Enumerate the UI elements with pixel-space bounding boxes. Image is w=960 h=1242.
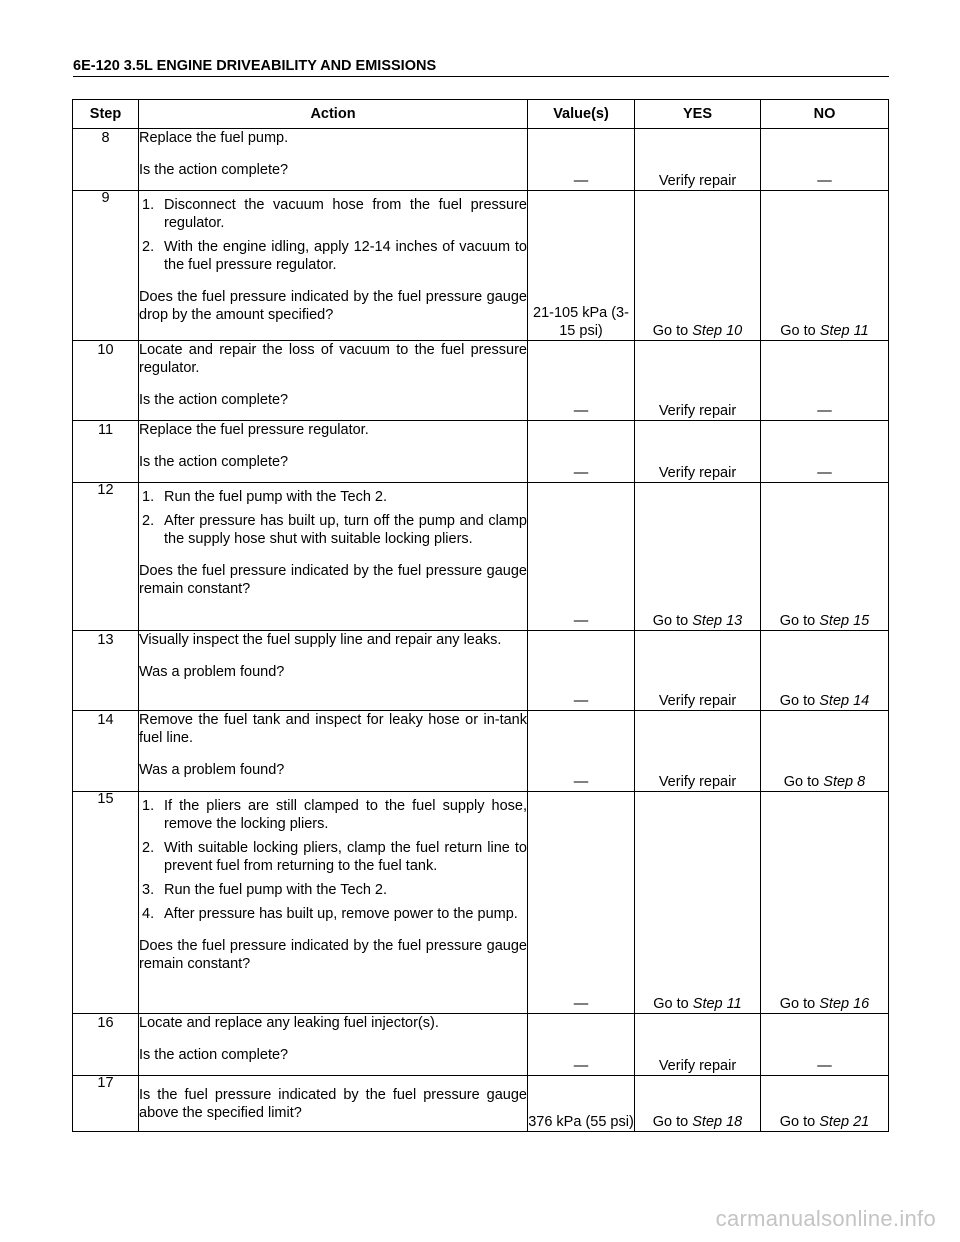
sub-step bbox=[142, 238, 527, 274]
watermark: carmanualsonline.info bbox=[715, 1206, 936, 1231]
column-header-values: Value(s) bbox=[528, 100, 635, 129]
sub-step-number: 1. bbox=[142, 197, 155, 213]
spec-value: — bbox=[573, 693, 589, 709]
go-to-label: Go to bbox=[779, 693, 816, 709]
step-number-cell bbox=[73, 792, 139, 1014]
step-number: 11 bbox=[97, 422, 114, 438]
step-number: 8 bbox=[101, 130, 110, 146]
no-result-cell bbox=[761, 341, 889, 421]
step-number-cell bbox=[73, 421, 139, 483]
action-question: Is the action complete? bbox=[139, 392, 289, 408]
step-reference-link[interactable]: Step 10 bbox=[692, 323, 743, 339]
value-cell bbox=[528, 792, 635, 1014]
go-to-label: Go to bbox=[652, 613, 689, 629]
go-to-label: Go to bbox=[652, 323, 689, 339]
yes-result-cell bbox=[635, 792, 761, 1014]
no-result-cell bbox=[761, 421, 889, 483]
go-to-label: Go to bbox=[779, 996, 816, 1012]
step-number-cell bbox=[73, 191, 139, 341]
sub-step bbox=[142, 488, 527, 506]
step-reference-link[interactable]: Step 15 bbox=[819, 613, 870, 629]
step-number: 17 bbox=[97, 1075, 114, 1091]
table-row bbox=[73, 129, 889, 191]
yes-result-cell bbox=[635, 483, 761, 631]
yes-result-cell bbox=[635, 711, 761, 792]
action-question: Does the fuel pressure indicated by the fuel pressure gauge remain constant? bbox=[139, 938, 527, 972]
sub-step-number: 1. bbox=[142, 798, 155, 814]
action-question: Does the fuel pressure indicated by the fuel pressure gauge drop by the amount specified? bbox=[139, 289, 527, 323]
sub-step bbox=[142, 797, 527, 833]
action-instruction: Replace the fuel pressure regulator. bbox=[139, 422, 369, 438]
column-header-action: Action bbox=[139, 100, 528, 129]
step-number: 13 bbox=[97, 632, 114, 648]
go-to-label: Go to bbox=[652, 1114, 689, 1130]
action-question: Does the fuel pressure indicated by the fuel pressure gauge remain constant? bbox=[139, 563, 527, 597]
spec-value: — bbox=[573, 173, 589, 189]
no-result-cell bbox=[761, 129, 889, 191]
column-header-step: Step bbox=[73, 100, 139, 129]
action-instruction: Locate and repair the loss of vacuum to the fuel pressure regulator. bbox=[139, 342, 527, 376]
diagnostic-procedure-table bbox=[72, 99, 889, 1132]
step-reference-link[interactable]: Step 11 bbox=[819, 323, 869, 339]
step-number-cell bbox=[73, 711, 139, 792]
result-text: Verify repair bbox=[658, 774, 737, 790]
sub-step-text: Disconnect the vacuum hose from the fuel pressure regulator. bbox=[164, 197, 527, 231]
spec-value: — bbox=[573, 774, 589, 790]
table-row bbox=[73, 1014, 889, 1076]
action-instruction: Visually inspect the fuel supply line and repair any leaks. bbox=[139, 632, 502, 648]
value-cell bbox=[528, 1014, 635, 1076]
action-cell bbox=[139, 1076, 528, 1132]
sub-step-text: Run the fuel pump with the Tech 2. bbox=[164, 489, 388, 505]
step-number: 12 bbox=[97, 482, 114, 498]
result-text: Verify repair bbox=[658, 693, 737, 709]
action-instruction: Replace the fuel pump. bbox=[139, 130, 289, 146]
action-instruction: Remove the fuel tank and inspect for leaky hose or in-tank fuel line. bbox=[139, 712, 527, 746]
step-number: 10 bbox=[97, 342, 114, 358]
sub-step-text: With suitable locking pliers, clamp the fuel return line to prevent fuel from returning to the fuel tank. bbox=[164, 840, 527, 874]
spec-value: 21-105 kPa (3-15 psi) bbox=[533, 305, 629, 339]
action-cell bbox=[139, 129, 528, 191]
action-cell bbox=[139, 341, 528, 421]
step-number: 9 bbox=[101, 190, 110, 206]
sub-step-number: 2. bbox=[142, 840, 155, 856]
spec-value: — bbox=[573, 613, 589, 629]
result-text: Verify repair bbox=[658, 465, 737, 481]
go-to-label: Go to bbox=[780, 323, 816, 339]
sub-step bbox=[142, 839, 527, 875]
step-number: 16 bbox=[97, 1015, 114, 1031]
result-text: — bbox=[817, 1058, 832, 1074]
table-row bbox=[73, 483, 889, 631]
step-reference-link[interactable]: Step 14 bbox=[819, 693, 870, 709]
step-reference-link[interactable]: Step 8 bbox=[823, 774, 866, 790]
action-question: Is the action complete? bbox=[139, 162, 289, 178]
step-number: 15 bbox=[97, 791, 114, 807]
table-row bbox=[73, 792, 889, 1014]
value-cell bbox=[528, 421, 635, 483]
yes-result-cell bbox=[635, 129, 761, 191]
spec-value: — bbox=[573, 996, 589, 1012]
sub-step-list bbox=[139, 797, 527, 923]
result-text: Verify repair bbox=[658, 1058, 737, 1074]
go-to-label: Go to bbox=[779, 1114, 816, 1130]
step-reference-link[interactable]: Step 16 bbox=[819, 996, 870, 1012]
step-number-cell bbox=[73, 631, 139, 711]
value-cell bbox=[528, 711, 635, 792]
action-cell bbox=[139, 711, 528, 792]
spacer bbox=[139, 1076, 527, 1086]
result-text: — bbox=[817, 465, 832, 481]
sub-step bbox=[142, 881, 527, 899]
step-number-cell bbox=[73, 129, 139, 191]
table-row bbox=[73, 631, 889, 711]
result-text: Verify repair bbox=[658, 403, 737, 419]
sub-step-number: 2. bbox=[142, 239, 155, 255]
yes-result-cell bbox=[635, 631, 761, 711]
no-result-cell bbox=[761, 1076, 889, 1132]
sub-step-number: 4. bbox=[142, 906, 155, 922]
no-result-cell bbox=[761, 631, 889, 711]
action-cell bbox=[139, 421, 528, 483]
step-number-cell bbox=[73, 483, 139, 631]
action-cell bbox=[139, 1014, 528, 1076]
action-question: Is the fuel pressure indicated by the fuel pressure gauge above the specified limit? bbox=[139, 1087, 527, 1121]
action-cell bbox=[139, 792, 528, 1014]
step-number-cell bbox=[73, 341, 139, 421]
no-result-cell bbox=[761, 191, 889, 341]
value-cell bbox=[528, 341, 635, 421]
sub-step-text: With the engine idling, apply 12-14 inches of vacuum to the fuel pressure regulator. bbox=[164, 239, 527, 273]
table-row bbox=[73, 421, 889, 483]
column-header-no: NO bbox=[761, 100, 889, 129]
sub-step bbox=[142, 196, 527, 232]
action-question: Was a problem found? bbox=[139, 762, 285, 778]
result-text: — bbox=[817, 403, 832, 419]
table-row bbox=[73, 191, 889, 341]
sub-step bbox=[142, 512, 527, 548]
table-body bbox=[73, 129, 889, 1132]
step-reference-link[interactable]: Step 13 bbox=[692, 613, 743, 629]
sub-step-text: If the pliers are still clamped to the fuel supply hose, remove the locking pliers. bbox=[164, 798, 527, 832]
sub-step-number: 2. bbox=[142, 513, 155, 529]
spec-value: 376 kPa (55 psi) bbox=[528, 1114, 634, 1130]
sub-step bbox=[142, 905, 527, 923]
sub-step-number: 3. bbox=[142, 882, 155, 898]
step-reference-link[interactable]: Step 18 bbox=[692, 1114, 743, 1130]
table-row bbox=[73, 1076, 889, 1132]
page-header: 6E-120 3.5L ENGINE DRIVEABILITY AND EMISSIONS bbox=[73, 58, 889, 77]
step-reference-link[interactable]: Step 21 bbox=[819, 1114, 870, 1130]
action-cell bbox=[139, 631, 528, 711]
go-to-label: Go to bbox=[653, 996, 689, 1012]
table-row bbox=[73, 711, 889, 792]
step-number: 14 bbox=[97, 712, 114, 728]
action-question: Is the action complete? bbox=[139, 454, 289, 470]
table-header-row bbox=[73, 100, 889, 129]
yes-result-cell bbox=[635, 191, 761, 341]
value-cell bbox=[528, 1076, 635, 1132]
go-to-label: Go to bbox=[783, 774, 820, 790]
sub-step-text: After pressure has built up, remove power to the pump. bbox=[164, 906, 518, 922]
action-question: Is the action complete? bbox=[139, 1047, 289, 1063]
value-cell bbox=[528, 631, 635, 711]
column-header-yes: YES bbox=[635, 100, 761, 129]
action-question: Was a problem found? bbox=[139, 664, 285, 680]
step-number-cell bbox=[73, 1076, 139, 1132]
sub-step-list bbox=[139, 488, 527, 548]
action-cell bbox=[139, 483, 528, 631]
value-cell bbox=[528, 483, 635, 631]
sub-step-text: Run the fuel pump with the Tech 2. bbox=[164, 882, 388, 898]
yes-result-cell bbox=[635, 1076, 761, 1132]
yes-result-cell bbox=[635, 1014, 761, 1076]
yes-result-cell bbox=[635, 341, 761, 421]
spec-value: — bbox=[573, 403, 589, 419]
step-number-cell bbox=[73, 1014, 139, 1076]
result-text: Verify repair bbox=[658, 173, 737, 189]
sub-step-number: 1. bbox=[142, 489, 155, 505]
go-to-label: Go to bbox=[779, 613, 816, 629]
action-instruction: Locate and replace any leaking fuel injector(s). bbox=[139, 1015, 439, 1031]
spec-value: — bbox=[573, 1058, 589, 1074]
step-reference-link[interactable]: Step 11 bbox=[692, 996, 742, 1012]
yes-result-cell bbox=[635, 421, 761, 483]
no-result-cell bbox=[761, 1014, 889, 1076]
no-result-cell bbox=[761, 483, 889, 631]
value-cell bbox=[528, 191, 635, 341]
spec-value: — bbox=[573, 465, 589, 481]
no-result-cell bbox=[761, 792, 889, 1014]
no-result-cell bbox=[761, 711, 889, 792]
sub-step-text: After pressure has built up, turn off the pump and clamp the supply hose shut with suitable locking pliers. bbox=[164, 513, 527, 547]
action-cell bbox=[139, 191, 528, 341]
result-text: — bbox=[817, 173, 832, 189]
sub-step-list bbox=[139, 196, 527, 274]
table-row bbox=[73, 341, 889, 421]
value-cell bbox=[528, 129, 635, 191]
